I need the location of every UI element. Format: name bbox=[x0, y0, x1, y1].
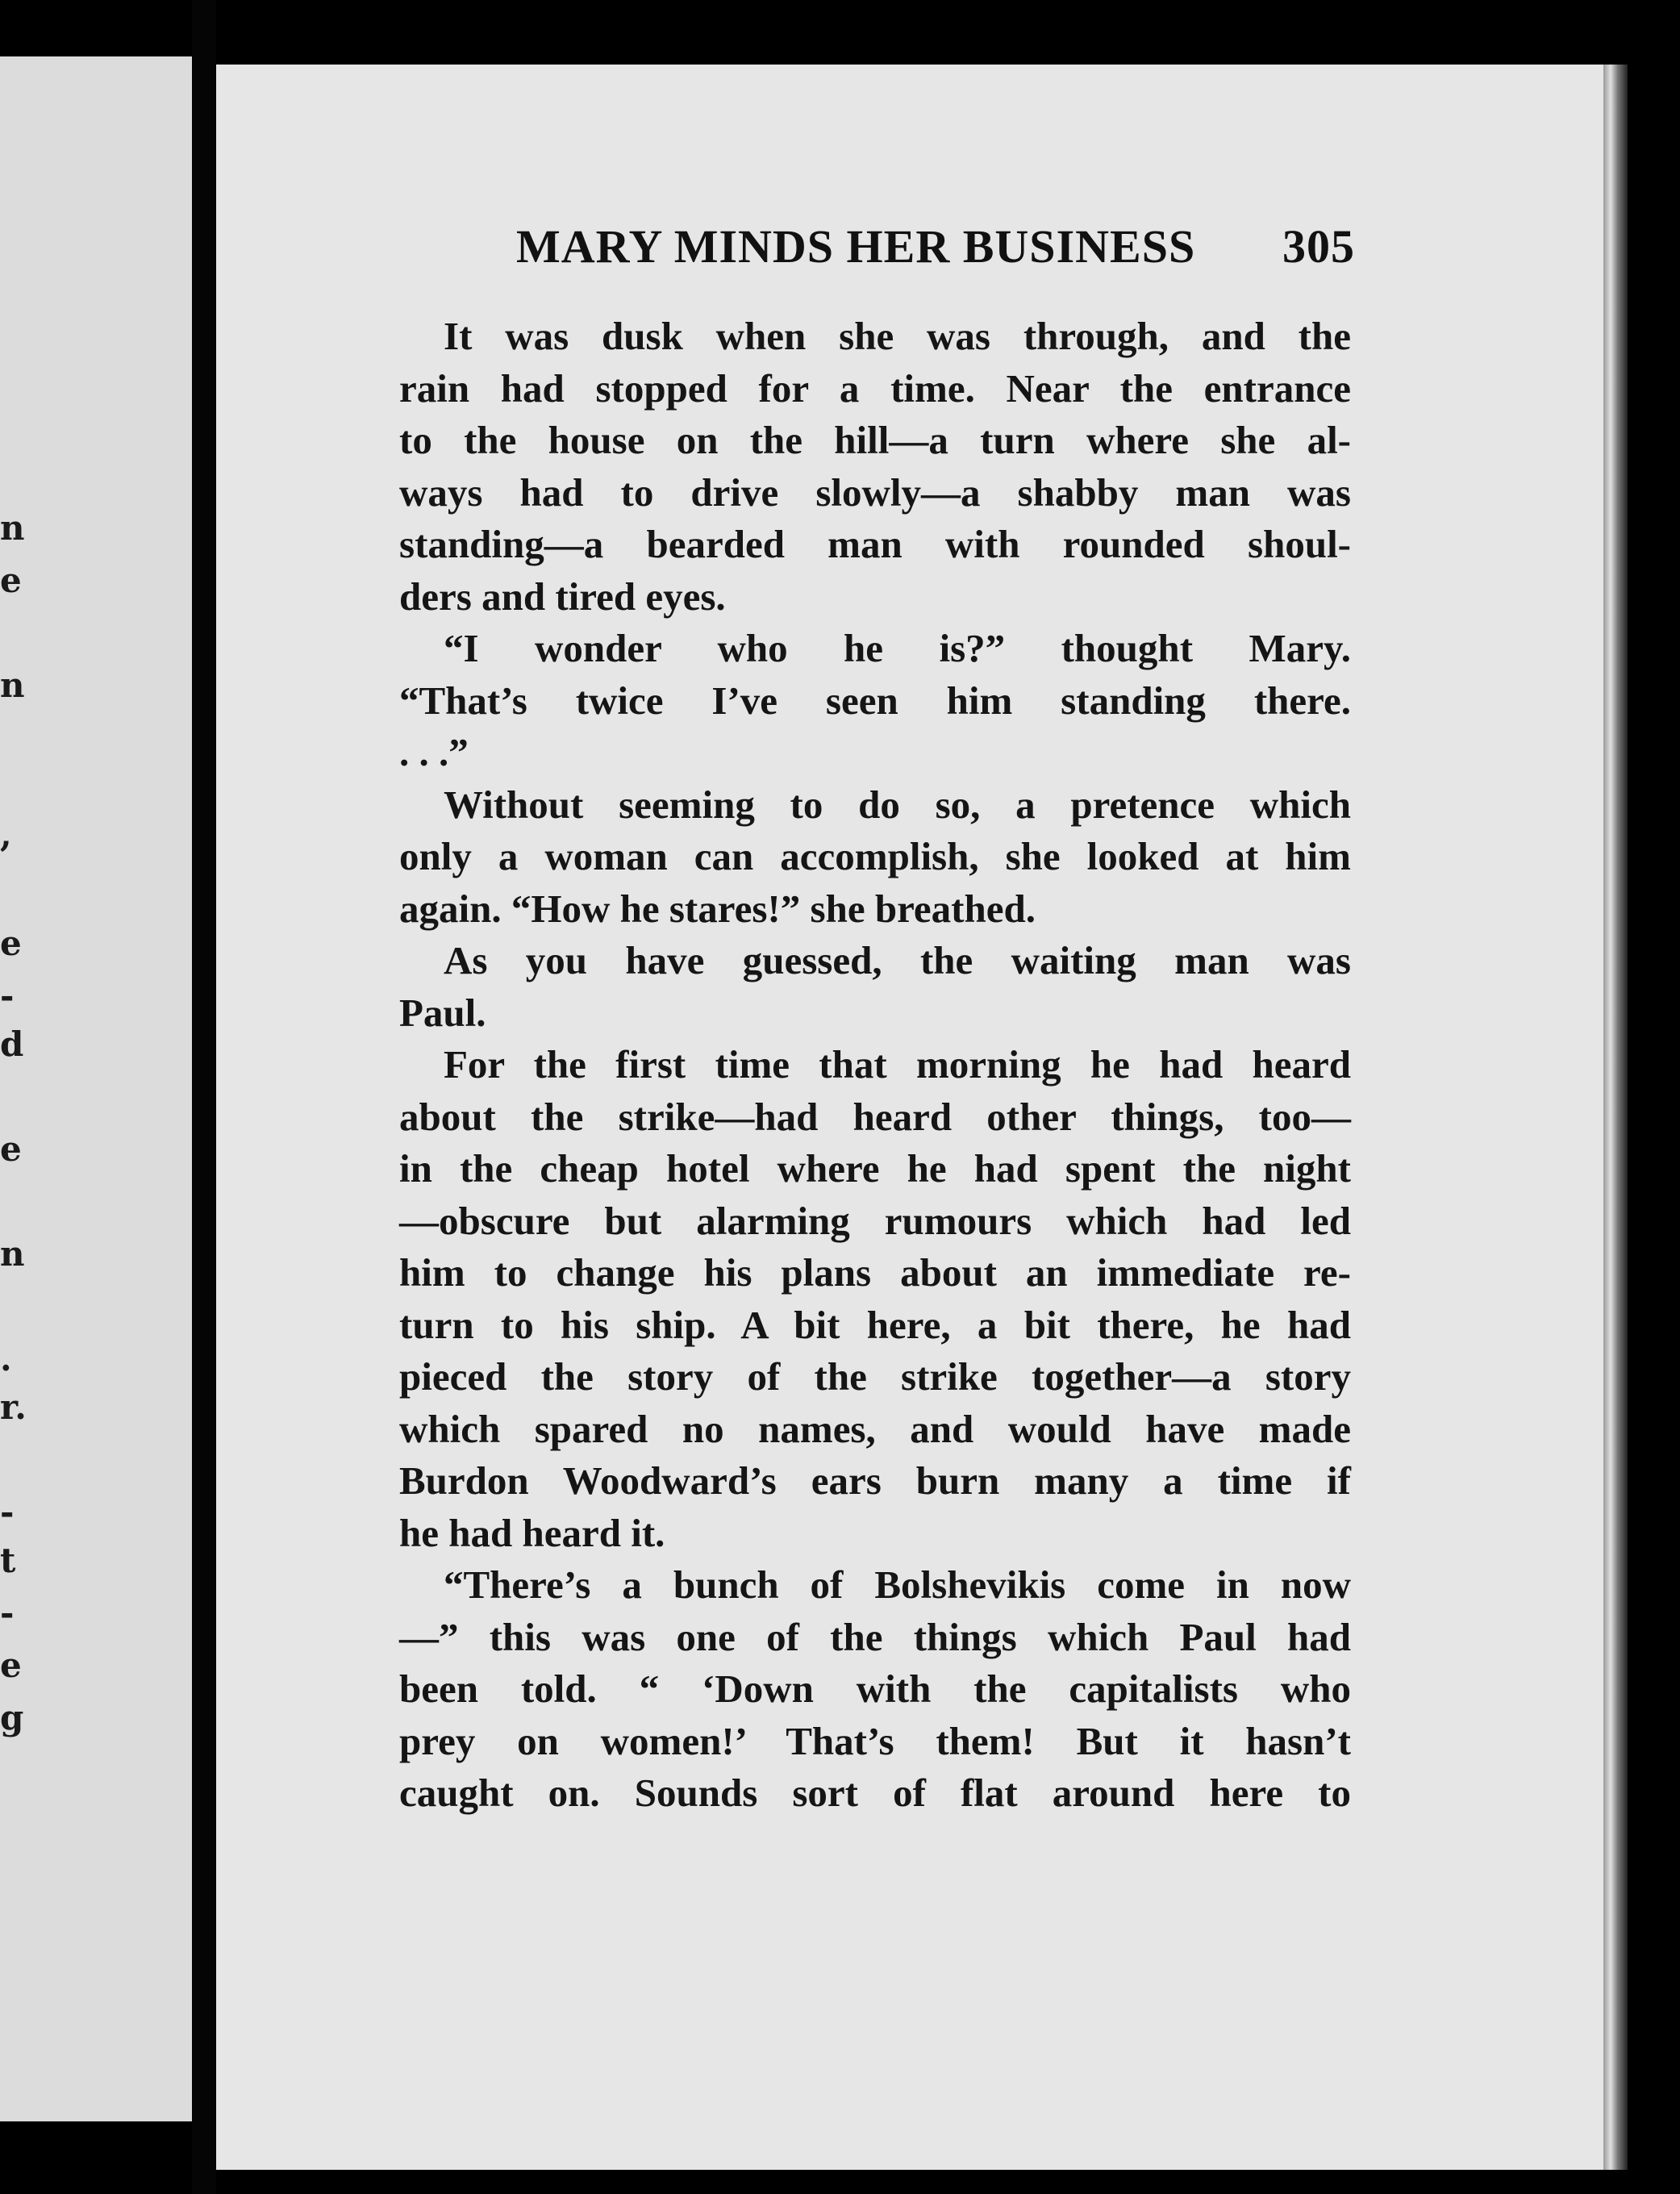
text-line: As you have guessed, the waiting man was bbox=[444, 938, 1351, 982]
left-page-fragment: - bbox=[0, 1593, 15, 1633]
left-page-fragment: r. bbox=[0, 1387, 27, 1427]
text-line: again. “How he stares!” she breathed. bbox=[399, 886, 1036, 931]
left-page-fragment: n bbox=[0, 508, 25, 548]
page-edge bbox=[1603, 65, 1628, 2170]
text-line: turn to his ship. A bit here, a bit there, he had bbox=[399, 1302, 1351, 1347]
running-title: MARY MINDS HER BUSINESS bbox=[516, 220, 1196, 273]
text-line: “That’s twice I’ve seen him standing there. bbox=[399, 678, 1351, 723]
text-line: in the cheap hotel where he had spent the night bbox=[399, 1146, 1351, 1191]
text-line: to the house on the hill—a turn where she al- bbox=[399, 418, 1351, 462]
left-page-fragment: n bbox=[0, 1234, 25, 1274]
left-page-fragment: - bbox=[0, 1492, 15, 1532]
text-line: It was dusk when she was through, and the bbox=[444, 314, 1351, 358]
text-line: prey on women!’ That’s them! But it hasn’t bbox=[399, 1718, 1351, 1763]
text-line: him to change his plans about an immediate re- bbox=[399, 1250, 1351, 1295]
text-line: been told. “ ‘Down with the capitalists who bbox=[399, 1666, 1351, 1711]
page-number: 305 bbox=[1282, 220, 1355, 273]
text-line: pieced the story of the strike together—a story bbox=[399, 1354, 1351, 1399]
left-page-fragment: - bbox=[0, 976, 15, 1016]
body-text bbox=[399, 311, 1351, 1820]
left-page-fragment: . bbox=[0, 1339, 12, 1379]
text-line: . . .” bbox=[399, 730, 469, 774]
left-page-fragment: e bbox=[0, 1646, 22, 1685]
left-page-fragment: t bbox=[0, 1541, 16, 1580]
text-line: ders and tired eyes. bbox=[399, 574, 726, 619]
left-page-fragment: e bbox=[0, 1129, 22, 1169]
left-page-fragment: e bbox=[0, 924, 22, 963]
left-page-fragment: d bbox=[0, 1024, 24, 1064]
text-line: For the first time that morning he had heard bbox=[444, 1042, 1351, 1087]
text-line: Paul. bbox=[399, 990, 486, 1035]
left-page-fragment: g bbox=[0, 1698, 24, 1737]
text-line: “I wonder who he is?” thought Mary. bbox=[444, 626, 1351, 670]
text-line: only a woman can accomplish, she looked at him bbox=[399, 834, 1351, 878]
text-line: Without seeming to do so, a pretence which bbox=[444, 782, 1351, 827]
left-page-fragment: n bbox=[0, 665, 25, 705]
text-line: ways had to drive slowly—a shabby man was bbox=[399, 469, 1351, 515]
left-page-fragment: , bbox=[0, 815, 12, 854]
left-page-edge bbox=[0, 56, 192, 2121]
text-line: —obscure but alarming rumours which had led bbox=[399, 1198, 1351, 1243]
text-line: caught on. Sounds sort of flat around here to bbox=[399, 1771, 1351, 1815]
text-line: he had heard it. bbox=[399, 1510, 665, 1555]
text-line: which spared no names, and would have made bbox=[399, 1406, 1351, 1451]
text-line: “There’s a bunch of Bolshevikis come in now bbox=[444, 1562, 1351, 1607]
book-gutter bbox=[192, 0, 216, 2194]
text-line: —” this was one of the things which Paul had bbox=[399, 1614, 1351, 1659]
text-line: Burdon Woodward’s ears burn many a time if bbox=[399, 1458, 1351, 1503]
text-line: about the strike—had heard other things, too— bbox=[399, 1094, 1351, 1139]
text-line: rain had stopped for a time. Near the entrance bbox=[399, 365, 1351, 411]
left-page-fragment: e bbox=[0, 561, 22, 600]
text-line: standing—a bearded man with rounded shoul- bbox=[399, 522, 1351, 566]
